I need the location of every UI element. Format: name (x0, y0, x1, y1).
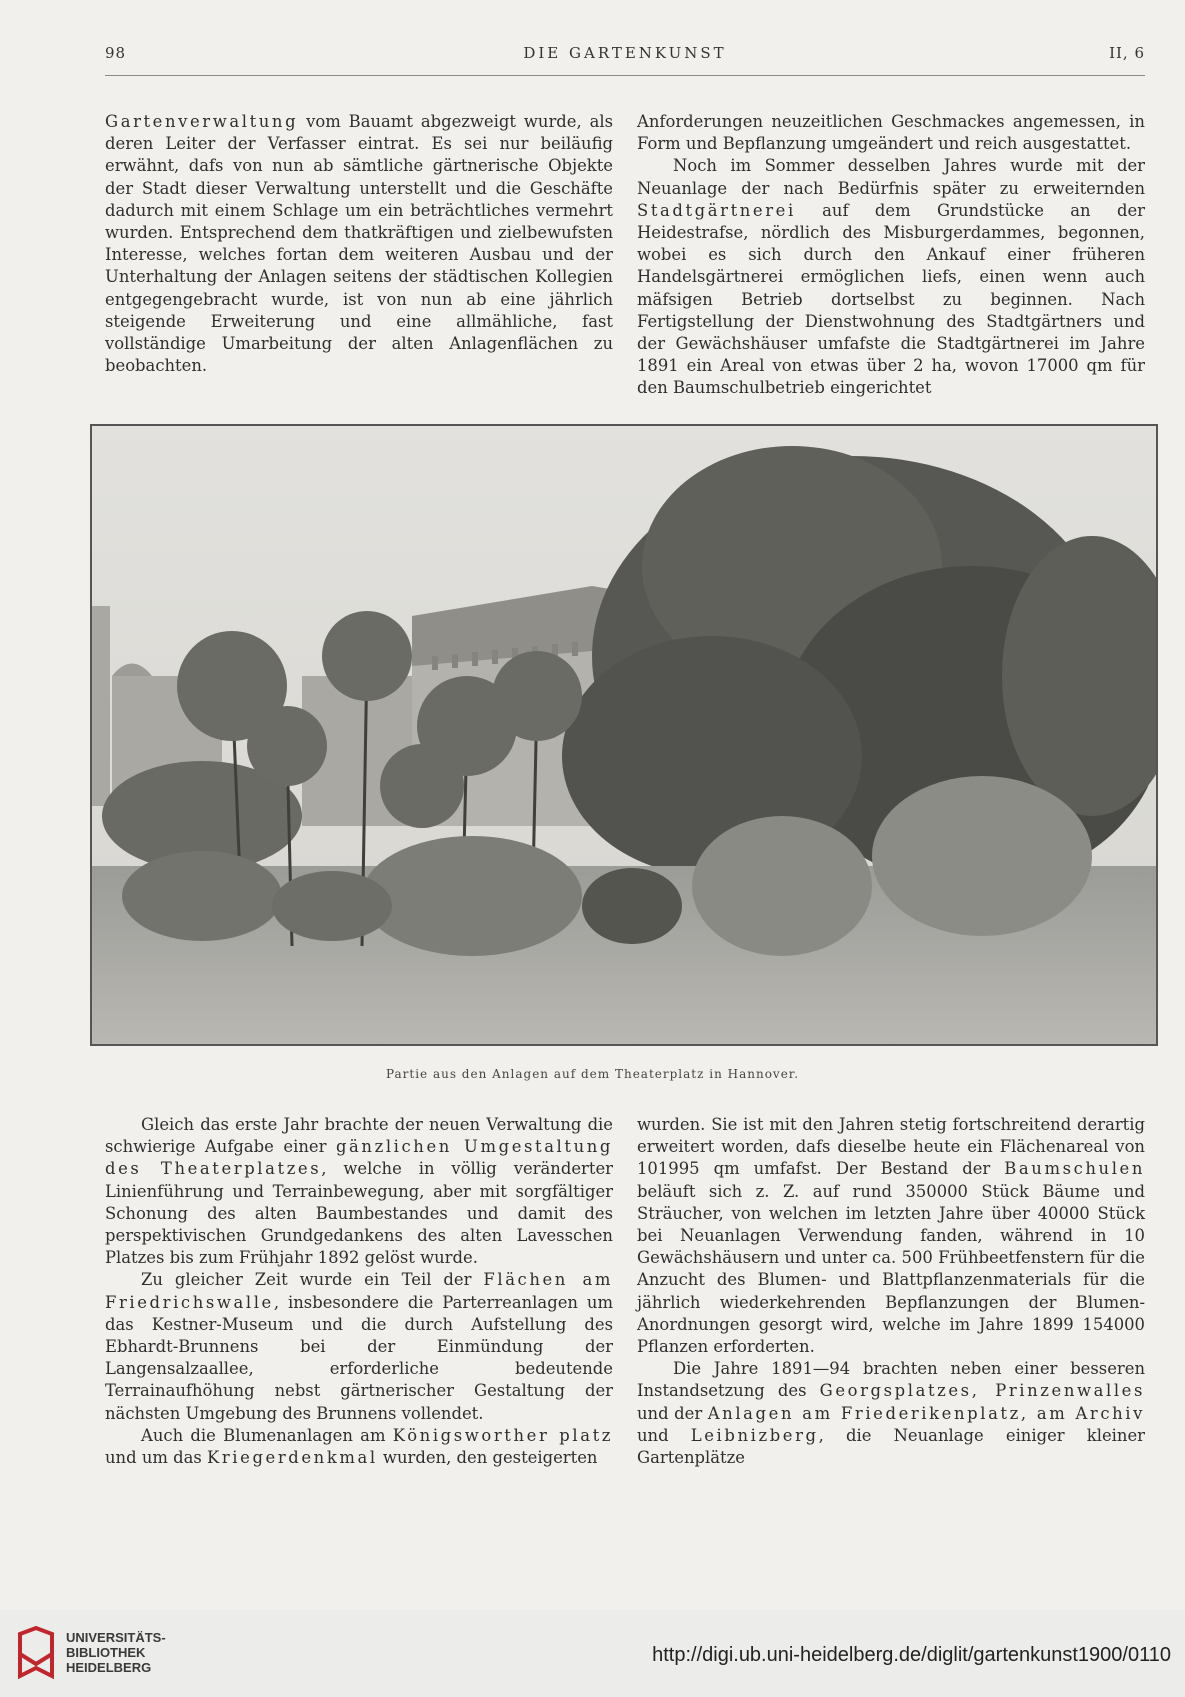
emphasis: Baumschulen (1004, 1159, 1145, 1179)
text: und der (637, 1403, 708, 1423)
text: und (637, 1425, 691, 1445)
paragraph (105, 1425, 613, 1469)
paragraph (105, 1269, 613, 1424)
emphasis: Georgsplatzes, Prinzenwalles (819, 1381, 1145, 1401)
text: Zu gleicher Zeit wurde ein Teil der (141, 1270, 484, 1290)
garden-photograph (90, 424, 1158, 1046)
text: beläuft sich z. Z. auf rund 350000 Stück Bäume und Sträucher, von welchen im letzten Jahre über 40000 Stück bei Neuanlagen Verwendung fanden, während in 10 Gewächshäusern und unter ca. 500 Frühbeetfenstern für die Anzucht des Blumen- und Blattpflanzenmaterials für die jährlich wiederkehrenden Bepflanzungen der Blumen-Anordnungen gesorgt wird, welche im Jahre 1899 154000 Pflanzen erforderten. (637, 1181, 1145, 1357)
emphasis: Anlagen am Friederikenplatz, am Archiv (707, 1403, 1145, 1423)
emphasis: Leibnizberg (690, 1425, 819, 1445)
text: und um das (105, 1448, 208, 1468)
top-left-column (105, 111, 613, 377)
text: wurden. Sie ist mit den Jahren stetig fortschreitend derartig erweitert worden, dafs dieselbe heute ein Flächenareal von 101995 qm umfafst. Der Bestand der (637, 1115, 1145, 1179)
bottom-right-column (637, 1114, 1145, 1469)
volume-issue: II, 6 (1109, 44, 1145, 62)
emphasis: Königsworther platz (392, 1425, 614, 1445)
permalink-url[interactable]: http://digi.ub.uni-heidelberg.de/diglit/gartenkunst1900/0110 (652, 1644, 1171, 1666)
emphasis: Kriegerdenkmal (207, 1448, 378, 1468)
library-name-line: UNIVERSITÄTS- (66, 1630, 166, 1645)
paragraph (637, 155, 1145, 399)
text: vom Bauamt abgezweigt wurde, als deren Leiter der Verfasser eintrat. Es sei nur beiläufig erwähnt, dafs von nun ab sämtliche gärtnerische Objekte der Stadt dieser Verwaltung unterstellt und die Geschäfte dadurch mit einem Schlage um ein beträchtliches vermehrt wurden. Entsprechend dem thatkräftigen und zielbewufsten Interesse, welches fortan dem weiteren Ausbau und der Unterhaltung der Anlagen seitens der städtischen Kollegien entgegengebracht wurde, ist von nun ab eine jährlich steigende Erweiterung und eine allmähliche, fast vollständige Umarbeitung der alten Anlagenflächen zu beobachten. (105, 112, 613, 376)
page-number: 98 (105, 44, 127, 62)
digitization-footer (0, 1610, 1185, 1697)
library-name (66, 1630, 166, 1675)
emphasis: gänzlichen Umgestaltung des Theaterplatzes (105, 1137, 613, 1179)
figure-caption: Partie aus den Anlagen auf dem Theaterplatz in Hannover. (385, 1067, 800, 1081)
emphasis: Gartenverwaltung (105, 112, 299, 131)
paragraph (105, 1114, 613, 1269)
emphasis: Flächen am Friedrichswalle (105, 1270, 614, 1312)
text: Die Jahre 1891—94 brachten neben einer besseren Instandsetzung des (637, 1359, 1145, 1401)
text: , die Neuanlage einiger kleiner Gartenplätze (637, 1425, 1145, 1468)
library-logo-icon (14, 1624, 58, 1682)
photo-illustration (92, 426, 1156, 1044)
text: , insbesondere die Parterreanlagen um das Kestner-Museum und die durch Aufstellung des Ebhardt-Brunnens bei der Einmündung der Langensalzaallee, erforderliche bedeutende Terrainaufhöhung nebst gärtnerischer Gestaltung der nächsten Umgebung des Brunnens vollendet. (105, 1292, 613, 1423)
bottom-left-column (105, 1114, 613, 1469)
top-right-column (637, 111, 1145, 400)
text: Auch die Blumenanlagen am (141, 1425, 393, 1445)
text: auf dem Grundstücke an der Heidestrafse, nördlich des Misburgerdammes, begonnen, wobei es sich durch den Ankauf einer früheren Handelsgärtnerei ermöglichen liefs, einen wenn auch mäfsigen Betrieb dortselbst zu beginnen. Nach Fertigstellung der Dienstwohnung des Stadtgärtners und der Gewächshäuser umfafste die Stadtgärtnerei im Jahre 1891 ein Areal von etwas über 2 ha, wovon 17000 qm für den Baumschulbetrieb eingerichtet (637, 200, 1145, 398)
header-rule (105, 75, 1145, 76)
text: Gleich das erste Jahr brachte der neuen Verwaltung die schwierige Aufgabe einer (105, 1115, 613, 1157)
library-name-line: HEIDELBERG (66, 1660, 152, 1675)
text: , welche in völlig veränderter Linienführung und Terrainbewegung, aber mit sorgfältiger Schonung des alten Baumbestandes und damit des perspektivischen Grundgedankens des alten Lavesschen Platzes bis zum Frühjahr 1892 gelöst wurde. (105, 1159, 613, 1268)
running-header (105, 40, 1145, 68)
text: Noch im Sommer desselben Jahres wurde mit der Neuanlage der nach Bedürfnis später zu erweiternden (637, 156, 1145, 198)
paragraph: Anforderungen neuzeitlichen Geschmackes angemessen, in Form und Bepflanzung umgeändert und reich ausgestattet. (637, 112, 1145, 154)
paragraph (105, 111, 613, 377)
journal-title: DIE GARTENKUNST (523, 44, 727, 62)
paragraph (637, 1114, 1145, 1358)
paragraph (637, 1358, 1145, 1469)
text: wurden, den gesteigerten (377, 1448, 598, 1468)
emphasis: Stadtgärtnerei (637, 200, 796, 220)
library-name-line: BIBLIOTHEK (66, 1645, 146, 1660)
